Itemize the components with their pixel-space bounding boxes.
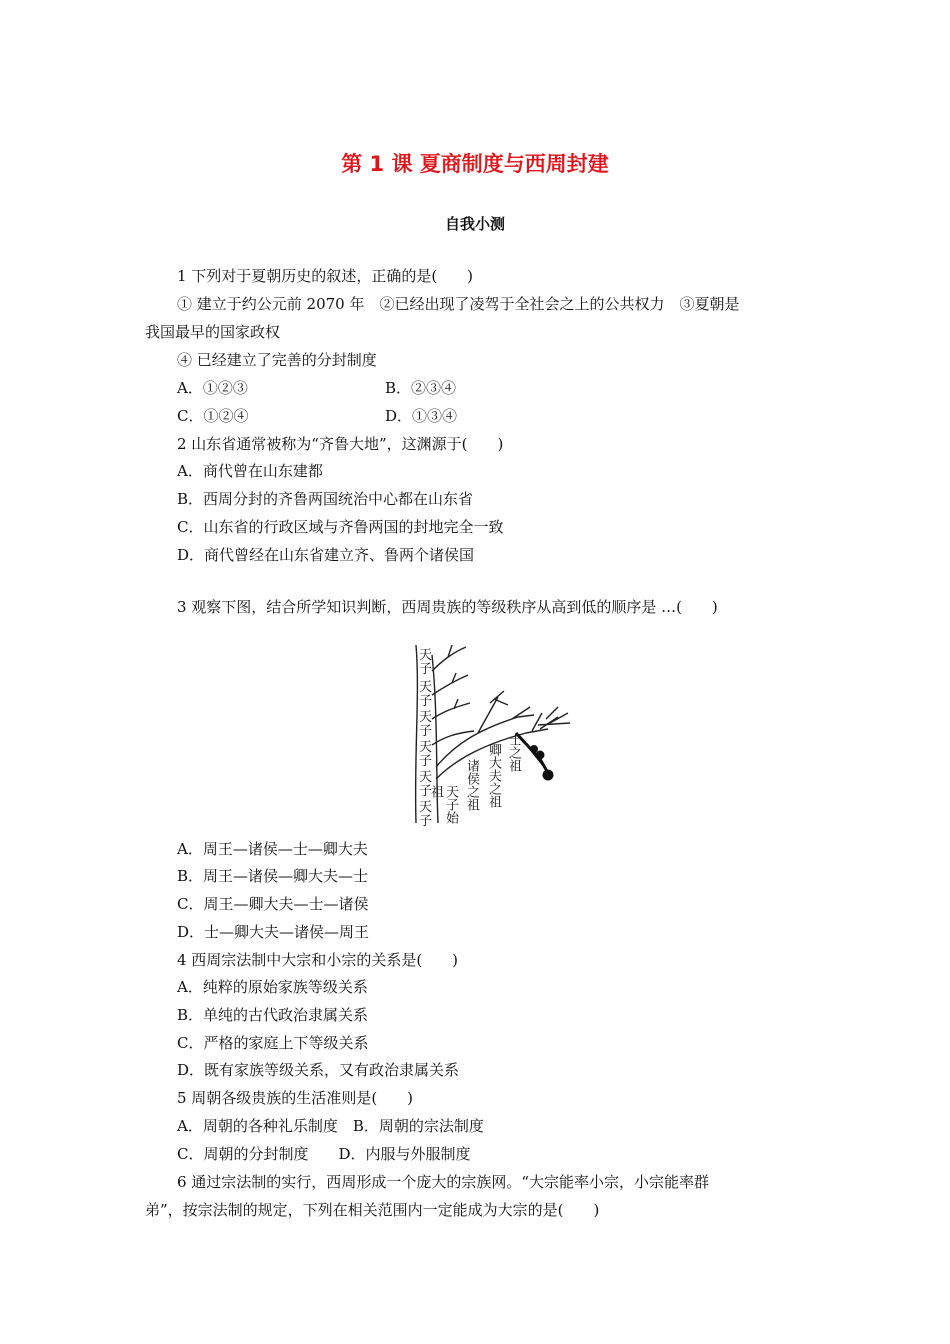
q1-option-b: B．②③④ — [385, 379, 457, 397]
q1-option-c: C．①②④ — [177, 407, 249, 425]
q2-stem: 2 山东省通常被称为“齐鲁大地”，这渊源于( ) — [177, 435, 504, 453]
q2-option-c: C．山东省的行政区域与齐鲁两国的封地完全一致 — [177, 518, 504, 536]
q3-option-c: C．周王—卿大夫—士—诸侯 — [177, 895, 369, 913]
q6-stem-line1: 6 通过宗法制的实行，西周形成一个庞大的宗族网。“大宗能率小宗，小宗能率群 — [177, 1173, 709, 1191]
q1-items-line3: ④ 已经建立了完善的分封制度 — [177, 351, 377, 369]
section-subtitle: 自我小测 — [444, 215, 505, 233]
q1-items-line1: ① 建立于约公元前 2070 年 ②已经出现了凌驾于全社会之上的公共权力 ③夏朝是 — [177, 295, 740, 313]
trunk-label-2: 天子 — [419, 680, 433, 709]
q3-option-d: D．士—卿大夫—诸侯—周王 — [177, 923, 370, 941]
founder-label: 天子始祖 — [428, 785, 458, 824]
trunk-label-4: 天子 — [419, 740, 433, 769]
trunk-label-6: 天子 — [419, 800, 433, 829]
tree-trunk — [416, 645, 418, 823]
q5-options-line2: C．周朝的分封制度 D．内服与外服制度 — [177, 1145, 471, 1163]
q3-option-b: B．周王—诸侯—卿大夫—士 — [177, 867, 369, 885]
trunk-label-5: 天子 — [419, 770, 433, 799]
trunk-label-3: 天子 — [419, 710, 433, 739]
trunk-label-1: 天子 — [419, 648, 433, 677]
q3-option-a: A．周王—诸侯—士—卿大夫 — [177, 840, 368, 858]
q4-stem: 4 西周宗法制中大宗和小宗的关系是( ) — [177, 951, 459, 969]
q6-stem-line2: 弟”，按宗法制的规定，下列在相关范围内一定能成为大宗的是( ) — [145, 1201, 600, 1219]
q2-option-a: A．商代曾在山东建都 — [177, 462, 323, 480]
q2-option-d: D．商代曾经在山东省建立齐、鲁两个诸侯国 — [177, 546, 475, 564]
q2-option-b: B．西周分封的齐鲁两国统治中心都在山东省 — [177, 490, 474, 508]
q4-option-c: C．严格的家庭上下等级关系 — [177, 1034, 369, 1052]
q4-option-d: D．既有家族等级关系，又有政治隶属关系 — [177, 1061, 460, 1079]
q1-option-a: A．①②③ — [177, 379, 248, 397]
q4-option-a: A．纯粹的原始家族等级关系 — [177, 978, 368, 996]
q5-options-line1: A．周朝的各种礼乐制度 B．周朝的宗法制度 — [177, 1117, 484, 1135]
lesson-title: 第 1 课 夏商制度与西周封建 — [341, 152, 609, 176]
q3-stem: 3 观察下图，结合所学知识判断，西周贵族的等级秩序从高到低的顺序是 …( ) — [177, 598, 718, 616]
clan-tree-figure — [408, 633, 578, 833]
q1-stem: 1 下列对于夏朝历史的叙述，正确的是( ) — [177, 267, 474, 285]
tree-branch — [432, 647, 466, 671]
q5-stem: 5 周朝各级贵族的生活准则是( ) — [177, 1089, 414, 1107]
shi-label: 士之祖 — [506, 733, 521, 772]
zhuhou-label: 诸侯之祖 — [464, 759, 479, 811]
q1-option-d: D．①③④ — [385, 407, 458, 425]
q1-items-line2: 我国最早的国家政权 — [145, 323, 281, 341]
q4-option-b: B．单纯的古代政治隶属关系 — [177, 1006, 369, 1024]
qingdafu-label: 卿大夫之祖 — [486, 743, 501, 808]
